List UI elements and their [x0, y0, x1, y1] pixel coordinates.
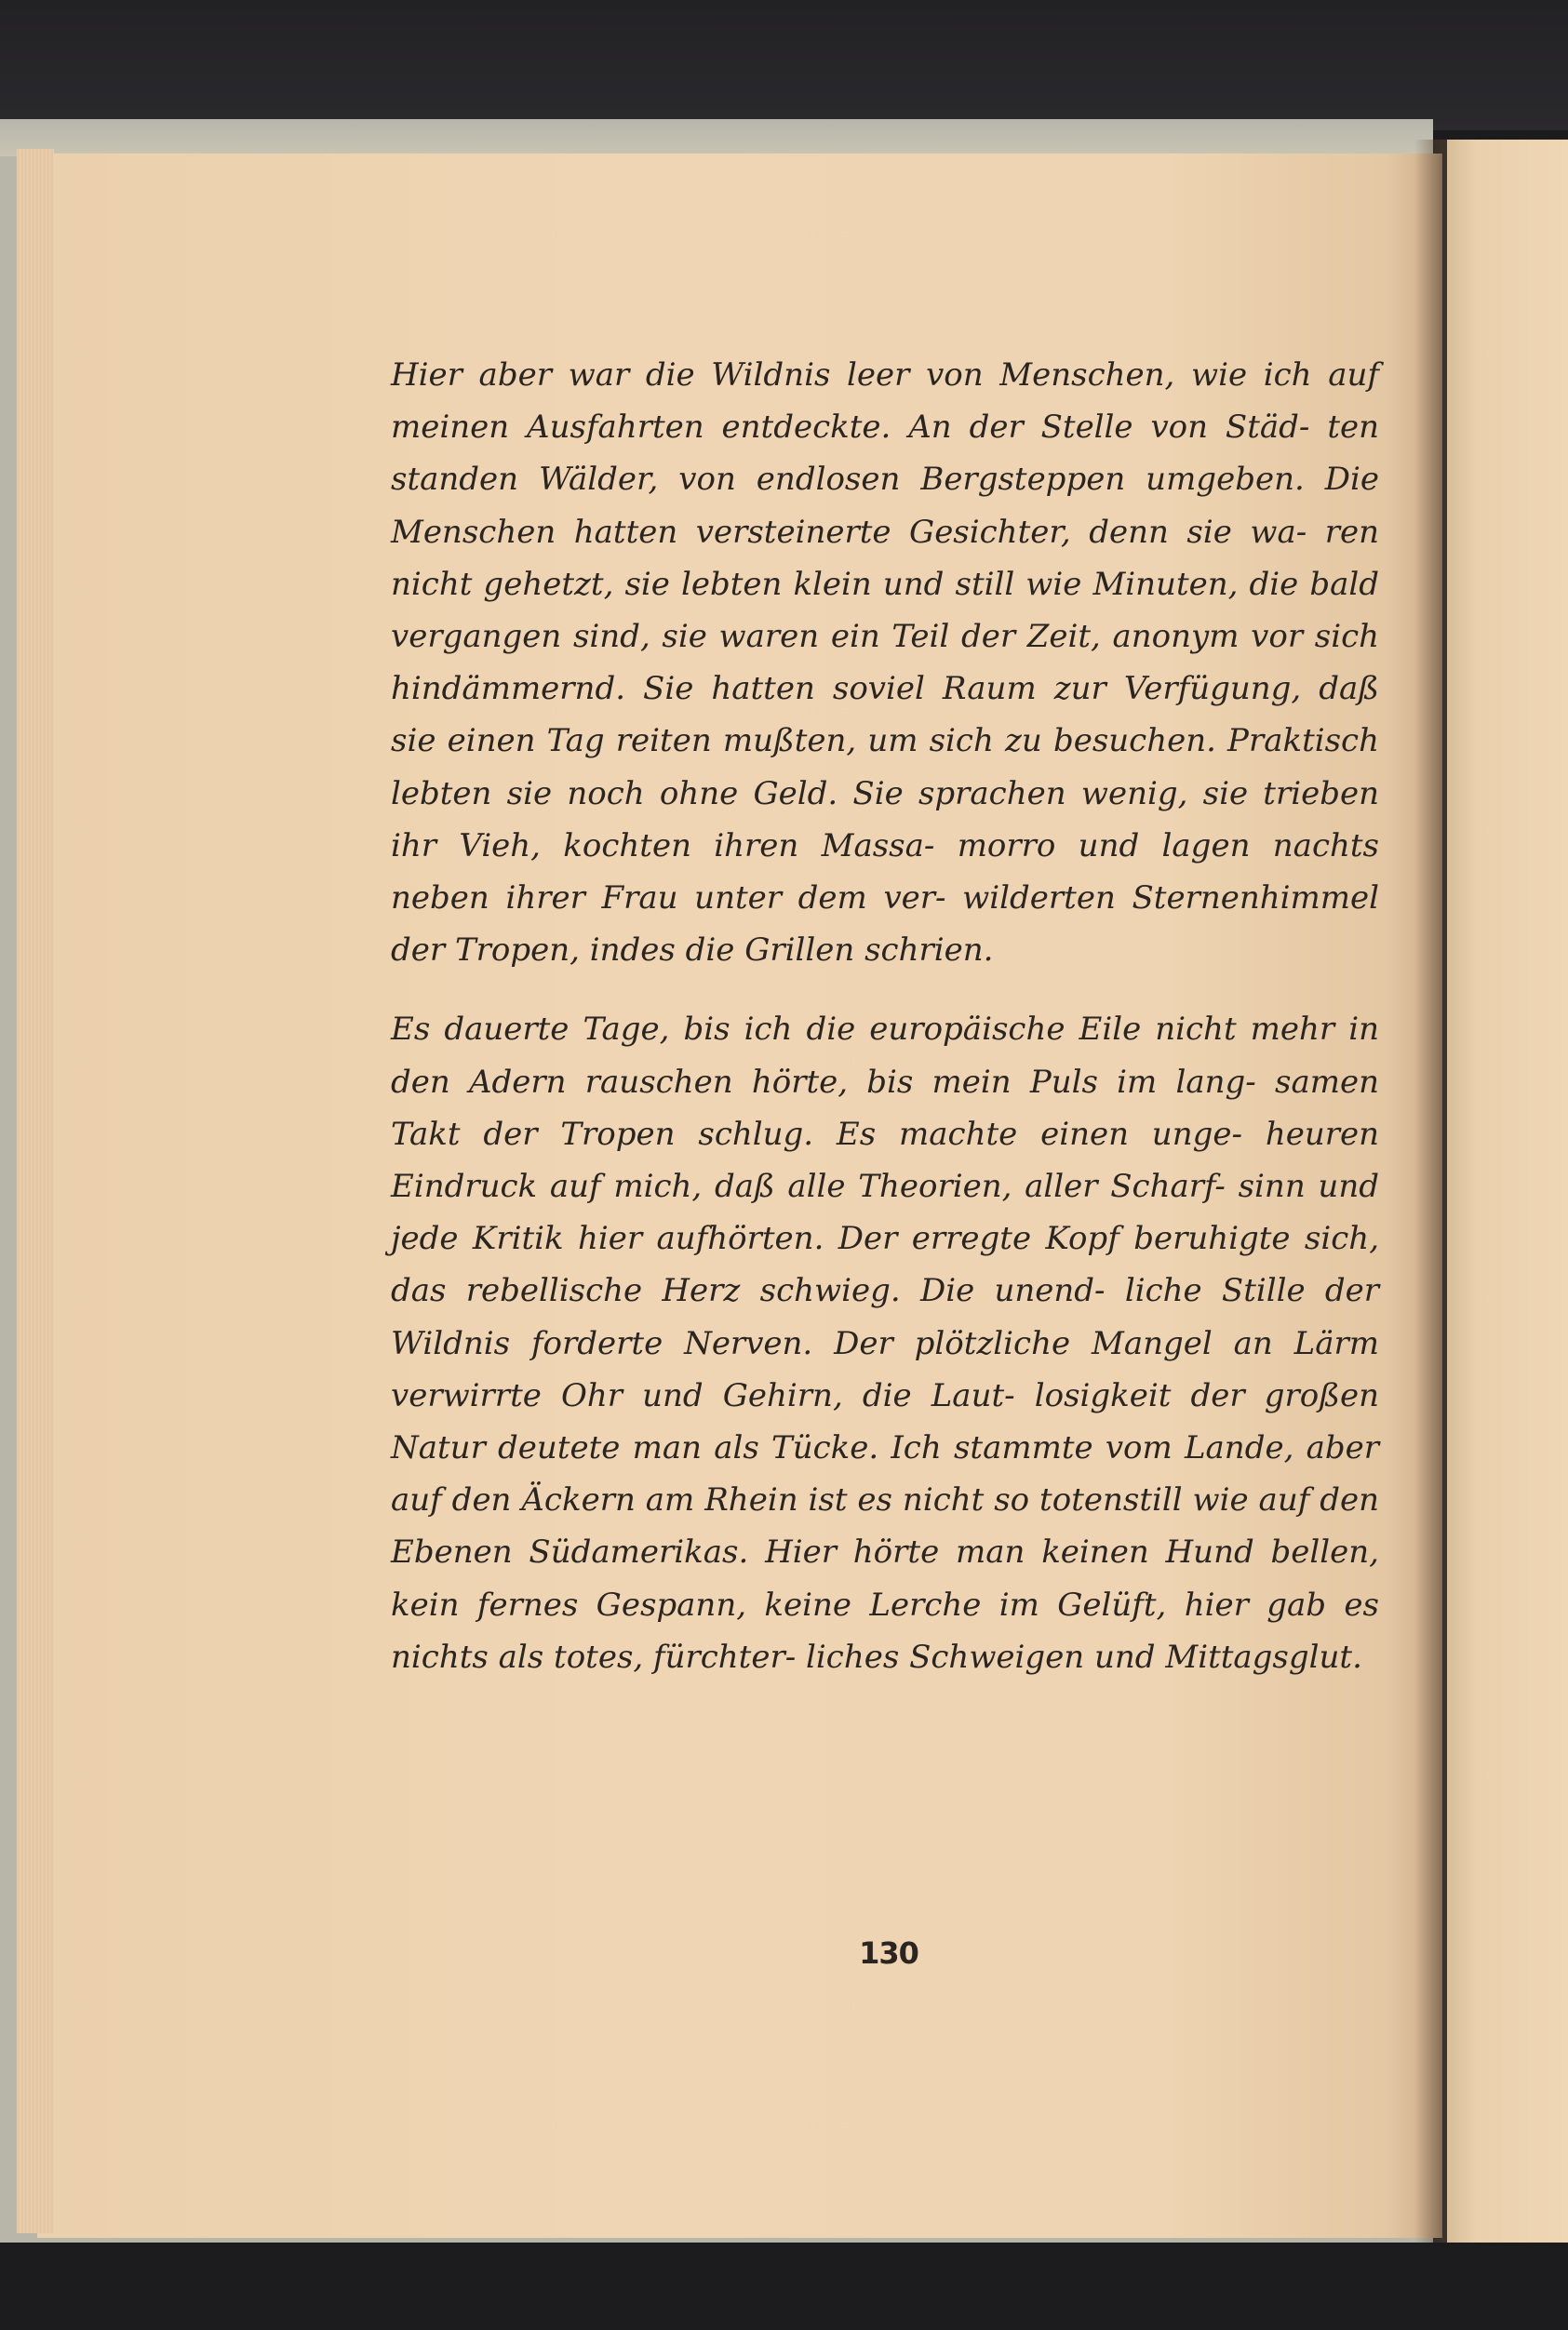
book-gutter [1414, 140, 1452, 2261]
text-line: morro und lagen nachts neben ihrer Frau unter dem ver- [391, 826, 1379, 917]
text-line: nicht so totenstill wie auf den Ebenen Südamerikas. Hier [391, 1481, 1379, 1572]
text-line: sinn und jede Kritik hier aufhörten. Der erregte Kopf [391, 1168, 1379, 1258]
text-line: zur Verfügung, daß sie einen Tag reiten mußten, um sich [391, 670, 1380, 760]
text-line: auf meinen Ausfahrten entdeckte. An der Stelle von Städ- [391, 356, 1379, 447]
text-line: anonym vor sich hindämmernd. Sie hatten soviel Raum [391, 618, 1380, 708]
page-number: 130 [859, 1935, 918, 1971]
text-line: wilderten Sternenhimmel der Tropen, indes die Grillen [391, 879, 1379, 970]
text-line: Mangel an Lärm verwirrte Ohr und Gehirn, die Laut- [391, 1324, 1380, 1414]
text-line: heuren Eindruck auf mich, daß alle Theorien, aller Scharf- [391, 1115, 1379, 1206]
text-line: liche Stille der Wildnis forderte Nerven. Der plötzliche [391, 1272, 1380, 1362]
text-line: mehr in den Adern rauschen hörte, bis mein Puls im lang- [391, 1011, 1380, 1101]
bottom-shadow [0, 2243, 1568, 2330]
text-line: beruhigte sich, das rebellische Herz schwieg. Die unend- [391, 1220, 1380, 1310]
text-line: Lerche im Gelüft, hier gab es nichts als totes, fürchter- [391, 1586, 1379, 1676]
text-line: stammte vom Lande, aber auf den Äckern am Rhein ist es [391, 1429, 1380, 1520]
paragraph-1 [391, 349, 1379, 976]
text-line: Es dauerte Tage, bis ich die europäische Eile nicht [391, 1011, 1237, 1049]
text-line: losigkeit der großen Natur deutete man als Tücke. Ich [391, 1376, 1379, 1467]
book-cover-top-edge [0, 119, 1433, 156]
text-line: sprachen wenig, sie trieben ihr Vieh, kochten ihren Massa- [391, 774, 1379, 864]
page-body-text [391, 349, 1379, 1683]
top-shadow [0, 0, 1568, 130]
text-line: zu besuchen. Praktisch lebten sie noch ohne Geld. Sie [391, 722, 1379, 812]
text-line: samen Takt der Tropen schlug. Es machte einen unge- [391, 1063, 1379, 1153]
text-line: Hier aber war die Wildnis leer von Menschen, wie ich [391, 356, 1312, 394]
paragraph-2 [391, 1003, 1379, 1683]
text-line: liches Schweigen und Mittagsglut. [806, 1638, 1362, 1676]
text-line: ten standen Wälder, von endlosen Bergsteppen umgeben. [391, 408, 1379, 499]
text-line: ren nicht gehetzt, sie lebten klein und still wie Minuten, [391, 513, 1379, 603]
page-edges [17, 149, 54, 2233]
text-line: Die Menschen hatten versteinerte Gesichter, denn sie wa- [391, 461, 1380, 551]
right-page [1447, 140, 1568, 2270]
text-line: die bald vergangen sind, sie waren ein Teil der Zeit, [391, 565, 1379, 656]
text-line: schrien. [864, 931, 994, 970]
text-line: hörte man keinen Hund bellen, kein fernes Gespann, keine [391, 1533, 1379, 1624]
